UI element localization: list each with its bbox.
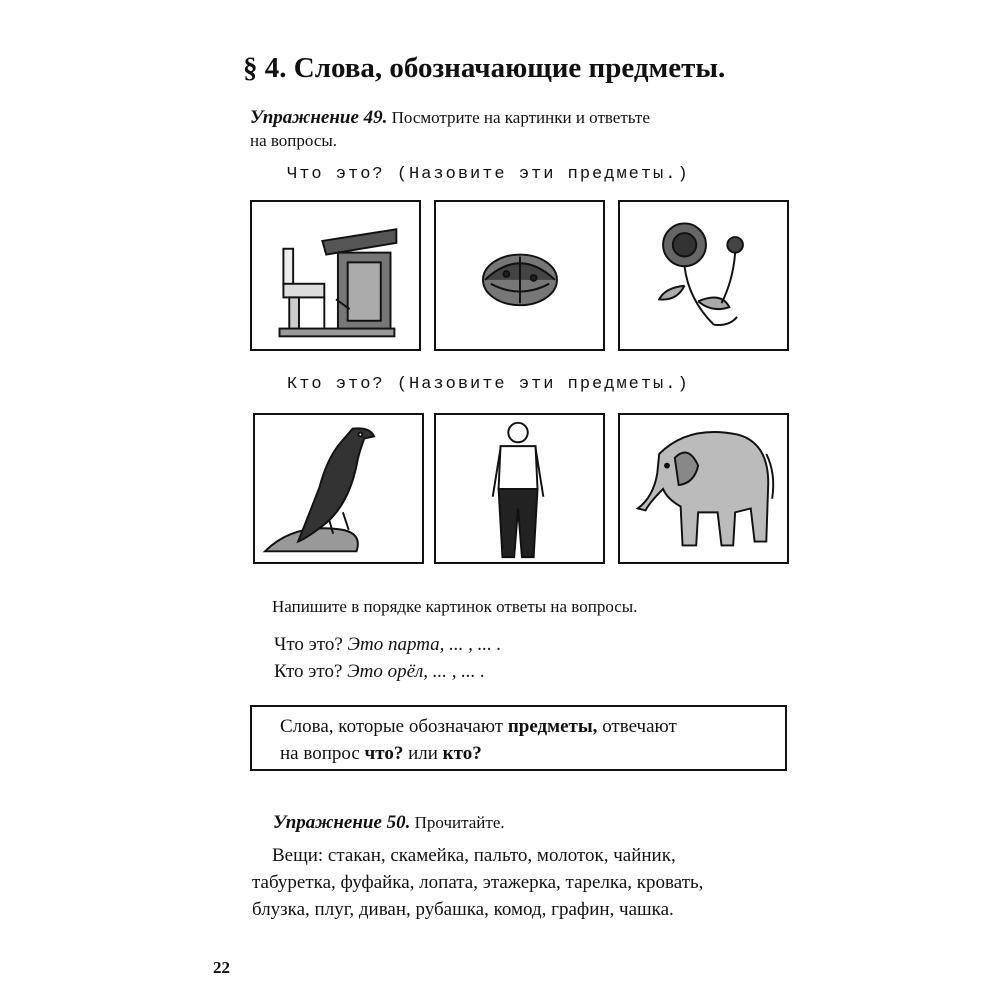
exercise-49-text-line2: на вопросы. [250,131,338,150]
hat-picture [434,200,605,351]
rule-bold-objects: предметы, [507,716,598,737]
picture-row-who [250,413,790,568]
vocab-line-1: Вещи: стакан, скамейка, пальто, молоток, чайник, [272,845,676,866]
rule-bold-what: что? [364,743,404,764]
exercise-49-label: Упражнение 49. [250,107,388,128]
answer-what-question: Что это? [274,634,343,655]
elephant-icon [620,415,787,562]
rule-text-3: на вопрос [280,743,365,764]
page-number: 22 [213,958,230,977]
desk-picture [250,200,421,351]
answer-who-question: Кто это? [274,661,343,682]
rose-icon [620,202,787,349]
hat-icon [436,202,603,349]
answer-who-text: Это орёл, ... , ... . [347,661,486,682]
rule-bold-who: кто? [442,743,482,764]
rule-text-2: отвечают [597,716,677,737]
rose-picture [618,200,789,351]
exercise-50-label: Упражнение 50. [273,812,411,833]
exercise-49-text-line1: Посмотрите на картинки и ответьте [391,108,650,127]
exercise-50-text: Прочитайте. [414,813,505,832]
section-title: § 4. Слова, обозначающие предметы. [243,52,726,84]
prompt-what: Что это? (Назовите эти предметы.) [287,165,690,184]
exercise-49-intro [250,106,795,152]
rule-text-4: или [403,743,443,764]
vocab-line-3: блузка, плуг, диван, рубашка, комод, графин, чашка. [252,899,674,920]
vocabulary-list [252,842,797,923]
exercise-50-intro [273,811,793,834]
picture-row-what [250,200,790,355]
eagle-icon [255,415,422,562]
eagle-picture [253,413,424,564]
answer-what-text: Это парта, ... , ... . [347,634,502,655]
answer-line-who [274,661,485,683]
instruction-text: Напишите в порядке картинок ответы на вопросы. [272,597,638,616]
desk-icon [252,202,419,349]
boy-picture [434,413,605,564]
rule-box [250,705,787,771]
prompt-who: Кто это? (Назовите эти предметы.) [287,375,690,394]
elephant-picture [618,413,789,564]
boy-icon [436,415,603,562]
vocab-line-2: табуретка, фуфайка, лопата, этажерка, тарелка, кровать, [252,872,704,893]
answer-line-what [274,634,501,656]
rule-text-1: Слова, которые обозначают [280,716,508,737]
